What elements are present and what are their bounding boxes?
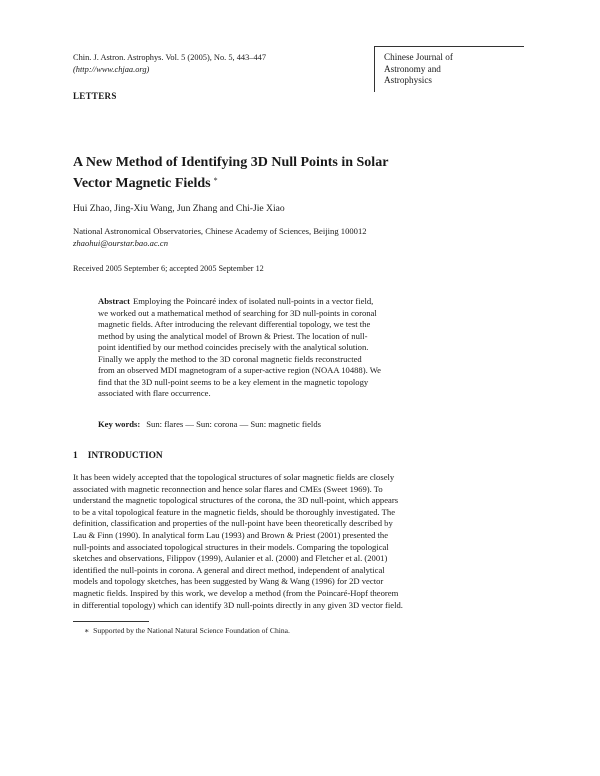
abstract-label: Abstract <box>98 296 130 306</box>
section-title: INTRODUCTION <box>87 451 163 461</box>
journal-name-line: Astronomy and <box>384 63 441 74</box>
received-dates: Received 2005 September 6; accepted 2005 September 12 <box>73 264 264 273</box>
abstract-line: we worked out a mathematical method of searching for 3D null-points in coronal <box>98 307 377 318</box>
abstract-line: point identified by our method coincides precisely with the analytical solution. <box>98 342 369 352</box>
journal-url: (http://www.chjaa.org) <box>73 65 150 74</box>
affiliation-block <box>73 226 367 249</box>
footnote-text: Supported by the National Natural Science Foundation of China. <box>93 626 290 635</box>
author-email: zhaohui@ourstar.bao.ac.cn <box>73 237 169 248</box>
abstract <box>98 296 446 400</box>
keywords <box>98 419 321 429</box>
title-line-2 <box>73 172 388 193</box>
authors: Hui Zhao, Jing-Xiu Wang, Jun Zhang and Chi-Jie Xiao <box>73 203 285 214</box>
abstract-first-line <box>98 296 446 308</box>
abstract-line: method by using the analytical model of Brown & Priest. The location of null- <box>98 330 368 341</box>
title-line: A New Method of Identifying 3D Null Points in Solar <box>73 155 389 170</box>
paper-title <box>73 154 388 193</box>
body-line: associated with magnetic reconnection and hence solar flares and CMEs (Sweet 1969). To <box>73 483 383 494</box>
body-line: models and topology sketches, has been suggested by Wang & Wang (1996) for 2D vector <box>73 576 384 587</box>
abstract-line: find that the 3D null-point seems to be a key element in the magnetic topology <box>98 376 369 387</box>
keywords-label: Key words: <box>98 419 141 429</box>
footnote-mark: ∗ <box>84 626 90 635</box>
title-line-text: Vector Magnetic Fields <box>73 176 211 191</box>
abstract-line: associated with flare occurrence. <box>98 388 211 398</box>
introduction-body <box>73 472 528 611</box>
section-number: 1 <box>73 451 78 461</box>
body-line: understand the magnetic topological structures of the corona, the 3D null-point, which appears <box>73 495 399 506</box>
body-line: to be a vital topological feature in the magnetic fields, should be thoroughly investigated. The <box>73 506 396 517</box>
body-line: Lau & Finn (1990). In analytical form Lau (1993) and Brown & Priest (2001) presented the <box>73 529 389 540</box>
journal-name-line: Astrophysics <box>384 75 432 85</box>
journal-citation: Chin. J. Astron. Astrophys. Vol. 5 (2005), No. 5, 443–447 <box>73 53 267 62</box>
body-line: sketches and observations, Filippov (1999), Aulanier et al. (2000) and Fletcher et al. (2001) <box>73 553 388 564</box>
abstract-line: Finally we apply the method to the 3D coronal magnetic fields reconstructed <box>98 353 362 364</box>
section-heading <box>73 451 163 461</box>
journal-name-box <box>374 46 524 92</box>
abstract-text: Employing the Poincaré index of isolated null-points in a vector field, <box>132 296 374 306</box>
footnote <box>84 626 290 635</box>
body-line: magnetic fields. Inspired by this work, we develop a method (from the Poincaré-Hopf theorem <box>73 587 399 598</box>
body-line: It has been widely accepted that the topological structures of solar magnetic fields are closely <box>73 472 395 482</box>
footnote-rule <box>73 621 149 622</box>
abstract-line: from an observed MDI magnetogram of a super-active region (NOAA 10488). We <box>98 365 381 375</box>
section-tag: LETTERS <box>73 91 117 101</box>
body-line: identified the null-points in corona. A general and direct method, independent of analytical <box>73 564 385 575</box>
journal-name-line: Chinese Journal of <box>384 52 453 62</box>
affiliation: National Astronomical Observatories, Chinese Academy of Sciences, Beijing 100012 <box>73 226 367 236</box>
body-line: null-points and associated topological structures in their models. Comparing the topological <box>73 541 389 552</box>
abstract-line: magnetic fields. After introducing the relevant differential topology, we test the <box>98 319 371 329</box>
title-footnote-mark: * <box>213 176 218 185</box>
body-line: definition, classification and properties of the null-point have been theoretically described by <box>73 518 393 529</box>
body-line: in differential topology) which can identify 3D null-points directly in any given 3D vector field. <box>73 599 403 610</box>
keywords-text: Sun: flares — Sun: corona — Sun: magnetic fields <box>146 419 321 429</box>
